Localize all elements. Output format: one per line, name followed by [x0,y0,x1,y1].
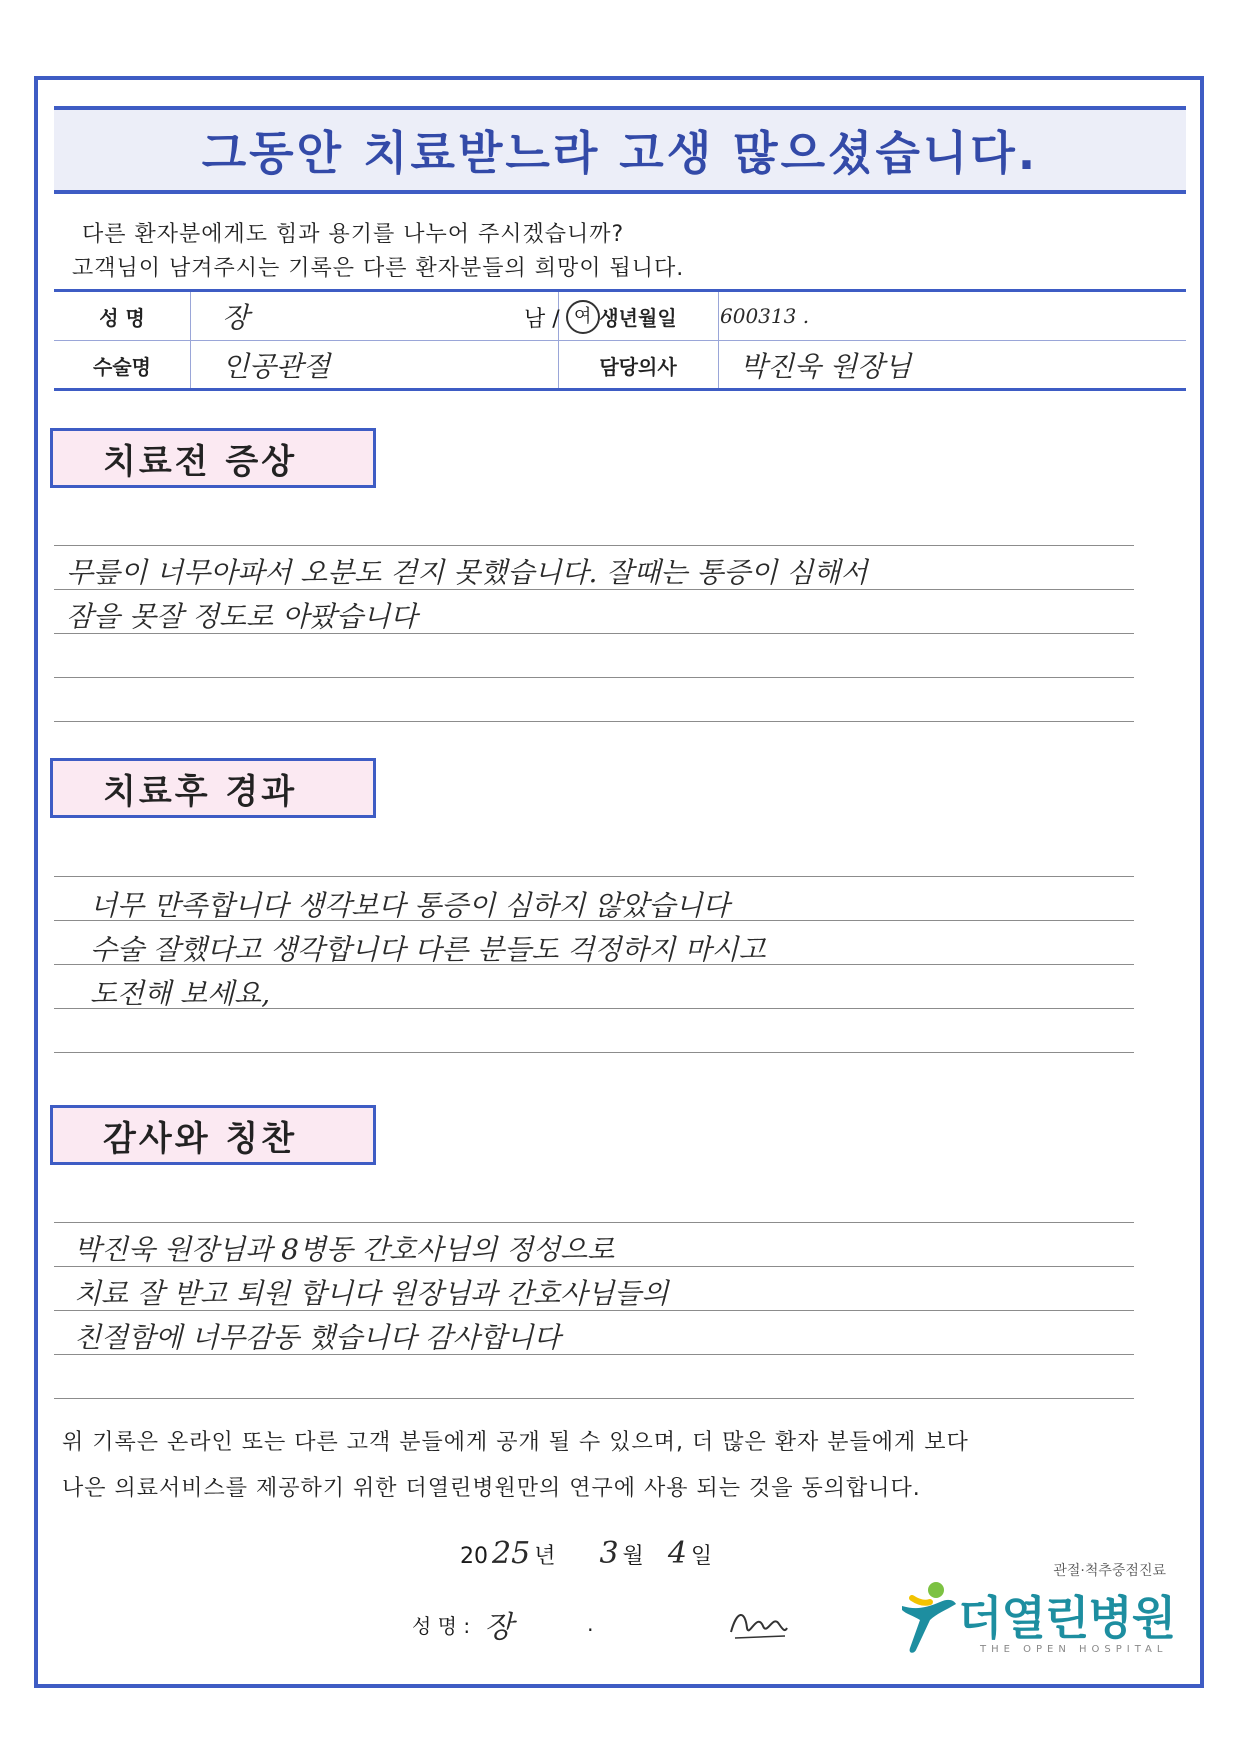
day-label: 일 [690,1544,713,1569]
intro-text [72,218,684,286]
intro-line-1: 다른 환자분에게도 힘과 용기를 나누어 주시겠습니까? [82,222,625,247]
year-hand: 25 [492,1536,531,1571]
after-lines [54,876,1134,1066]
month-hand: 3 [599,1536,619,1571]
before-lines [54,545,1134,735]
before-heading: 치료전 증상 [50,428,376,488]
date-field [460,1536,712,1571]
birth-value: 600313 . [720,304,810,328]
day-hand: 4 [667,1536,687,1571]
doctor-label: 담당의사 [599,354,677,379]
after-line-3: 도전해 보세요, [90,977,271,1010]
logo-figure-icon [896,1580,960,1658]
before-line-2: 잠을 못잘 정도로 아팠습니다 [66,600,418,633]
signature-scribble [727,1602,791,1646]
thanks-heading: 감사와 칭찬 [50,1105,376,1165]
gender-female-circled: 여 [566,300,600,334]
info-row-2 [54,341,1186,389]
after-line-2: 수술 잘했다고 생각합니다 다른 분들도 걱정하지 마시고 [90,933,766,966]
doctor-value: 박진욱 원장님 [740,350,912,383]
year-prefix: 20 [460,1544,488,1569]
name-value: 장 [222,301,250,334]
after-line-1: 너무 만족합니다 생각보다 통증이 심하지 않았습니다 [90,889,730,922]
title-banner [54,106,1186,194]
consent-line-2: 나은 의료서비스를 제공하기 위한 더열린병원만의 연구에 사용 되는 것을 동의합니다. [62,1476,921,1501]
thanks-line-1: 박진욱 원장님과 8병동 간호사님의 정성으로 [74,1233,615,1266]
intro-line-2: 고객님이 남겨주시는 기록은 다른 환자분들의 희망이 됩니다. [72,256,685,281]
logo-tagline: 관절·척추중점진료 [1053,1563,1166,1579]
month-label: 월 [622,1544,644,1569]
info-row-1 [54,292,1186,341]
logo-english: THE OPEN HOSPITAL [980,1644,1168,1655]
gender-male: 남 / [524,306,560,332]
page-title: 그동안 치료받느라 고생 많으셨습니다. [201,126,1039,180]
after-heading: 치료후 경과 [50,758,376,818]
surgery-value: 인공관절 [222,350,331,383]
consent-line-1: 위 기록은 온라인 또는 다른 고객 분들에게 공개 될 수 있으며, 더 많은 환자 분들에게 보다 [62,1430,969,1455]
thanks-line-3: 친절함에 너무감동 했습니다 감사합니다 [74,1321,561,1354]
patient-info-table [54,289,1186,391]
surgery-label: 수술명 [93,354,151,379]
before-line-1: 무릎이 너무아파서 오분도 걷지 못했습니다. 잘때는 통증이 심해서 [66,556,868,589]
signature-label: 성 명 : [412,1613,471,1638]
year-label: 년 [534,1544,556,1569]
signature-name: 장 [484,1610,514,1645]
thanks-line-2: 치료 잘 받고 퇴원 합니다 원장님과 간호사님들의 [74,1277,669,1310]
hospital-logo [896,1560,1176,1664]
logo-name: 더열린병원 [958,1591,1176,1645]
thanks-lines [54,1222,1134,1402]
signature-field [412,1602,791,1646]
consent-text [62,1420,969,1512]
signature-dot: . [587,1612,594,1636]
birth-label: 생년월일 [599,305,677,330]
name-label: 성 명 [99,305,145,330]
